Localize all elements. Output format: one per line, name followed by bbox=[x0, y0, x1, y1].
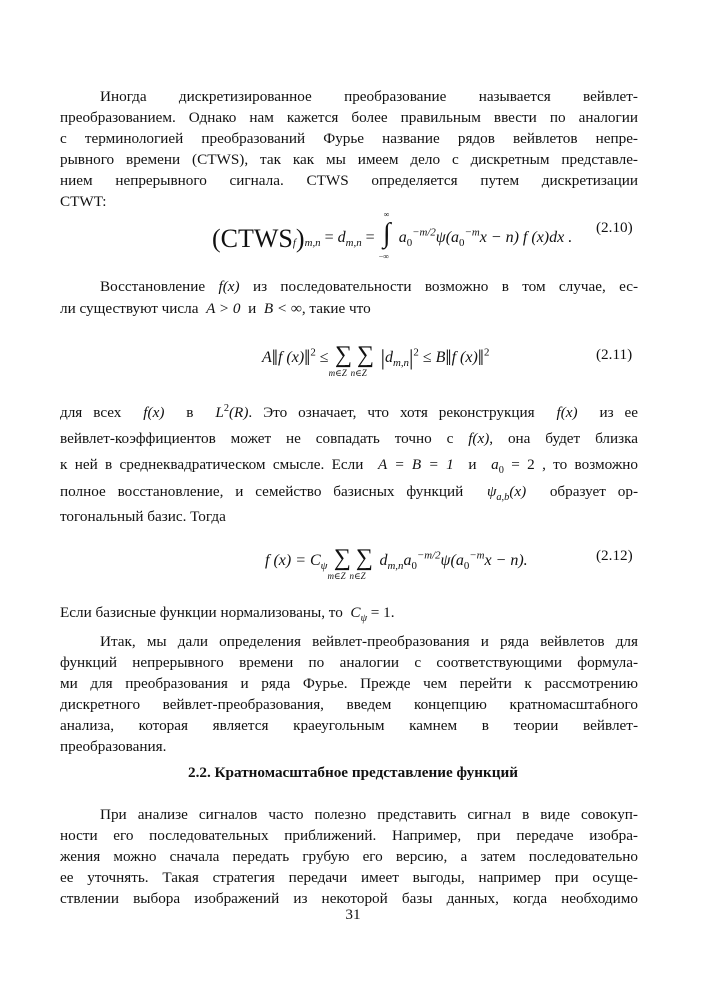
text-line: нием непрерывного сигнала. CTWS определяется путем дискретизации bbox=[60, 172, 638, 189]
sum-sign: ∑ m∈Z bbox=[328, 342, 353, 378]
eq-sub-mn: m,n bbox=[304, 237, 321, 250]
text-line: ствлении выбора изображений из некоторой базы данных, когда необходимо bbox=[60, 890, 638, 907]
eq-d: d bbox=[337, 229, 346, 246]
page-number: 31 bbox=[345, 906, 361, 923]
integral-sign: ∫ ∞ −∞ bbox=[378, 210, 391, 261]
text-line: рывного времени (CTWS), так как мы имеем дело с дискретным представле- bbox=[60, 151, 638, 168]
sum-sign: ∑ m∈Z bbox=[327, 545, 351, 581]
text-line: Итак, мы дали определения вейвлет-преобразования и ряда вейвлетов для bbox=[100, 633, 638, 650]
eq-exp: −m/2 bbox=[412, 226, 436, 239]
text-line: преобразования. bbox=[60, 738, 167, 755]
equation-2-10: $(CTWS_f)_{m,n} = d_{m,n}$ = ∫ ∞ −∞ $a_0^{-m/2}\psi(a_0^{-m}x - n)$ f (x)dx . bbox=[212, 210, 573, 261]
text-line: CTWT: bbox=[60, 193, 107, 210]
text-line: ли существуют числа A > 0 и B < ∞, такие что bbox=[60, 300, 371, 317]
text-line: При анализе сигналов часто полезно представить сигнал в виде совокуп- bbox=[100, 806, 638, 823]
sum-sign: ∑ n∈Z bbox=[349, 545, 373, 581]
eq-exp-inner: −m bbox=[464, 226, 480, 239]
eq-equals: = bbox=[324, 229, 334, 246]
text-line: ее уточнять. Такая стратегия передачи имеет выгоды, например при осуще- bbox=[60, 869, 638, 886]
text-line: жения можно сначала передать грубую его версию, а затем последовательно bbox=[60, 848, 638, 865]
text-line: для всех f(x) в $L^2(R)$. Это означает, что хотя реконструкция f(x) из ее bbox=[60, 402, 639, 421]
text-line: функций непрерывного времени по аналогии с соответствующими формула- bbox=[60, 654, 638, 671]
text-line: Иногда дискретизированное преобразование называется вейвлет- bbox=[100, 88, 638, 105]
text-line: анализа, которая является краеугольным камнем в теории вейвлет- bbox=[60, 717, 638, 734]
equation-number: (2.11) bbox=[596, 346, 633, 363]
text-line: Восстановление f(x) из последовательности возможно в том случае, ес- bbox=[100, 278, 639, 295]
text-line: полное восстановление, и семейство базисных функций $\psi_{a,b}(x)$ образует ор- bbox=[60, 483, 639, 504]
eq-sub-mn: m,n bbox=[345, 237, 362, 250]
sum-sign: ∑ n∈Z bbox=[350, 342, 375, 378]
text-line: вейвлет-коэффициентов может не совпадать точно с f(x), она будет близка bbox=[60, 430, 639, 447]
text-line: с терминологией преобразований Фурье название рядов вейвлетов непре- bbox=[60, 130, 638, 147]
text-line: к ней в среднеквадратическом смысле. Если A = B = 1 и $a_0 = 2$ , то возможно bbox=[60, 456, 639, 477]
section-heading: 2.2. Кратномасштабное представление функций bbox=[187, 764, 519, 781]
equation-number: (2.10) bbox=[596, 219, 633, 236]
text-line: тогональный базис. Тогда bbox=[60, 508, 226, 525]
text-line: преобразованием. Однако нам кажется более правильным ввести по аналогии bbox=[60, 109, 638, 126]
equation-2-12: f $(x) = C_\psi$ ∑ m∈Z ∑ n∈Z $d_{m,n}a_0^{-m/2}\psi(a_0^{-m}x - n)$. bbox=[265, 545, 528, 581]
text-line: ми для преобразования и ряда Фурье. Прежде чем перейти к рассмотрению bbox=[60, 675, 638, 692]
eq-lhs: (CTWS bbox=[212, 224, 293, 253]
eq-sub-f: f bbox=[292, 237, 296, 250]
eq-equals: = bbox=[365, 229, 375, 246]
eq-body: ψ(a bbox=[435, 229, 460, 246]
equation-number: (2.12) bbox=[596, 547, 633, 564]
text-line: Если базисные функции нормализованы, то $C_\psi = 1$. bbox=[60, 604, 395, 625]
text-line: ности его последовательных приближений. Например, при передаче изобра- bbox=[60, 827, 638, 844]
eq-tail: x − n) f (x)dx . bbox=[479, 229, 573, 246]
text-line: дискретного вейвлет-преобразования, введем концепцию кратномасштабного bbox=[60, 696, 638, 713]
equation-2-11: A‖f (x)‖$^2$ ≤ ∑ m∈Z ∑ n∈Z $|d_{m,n}|^2$ ≤ B‖f (x)‖$^2$ bbox=[262, 342, 490, 378]
